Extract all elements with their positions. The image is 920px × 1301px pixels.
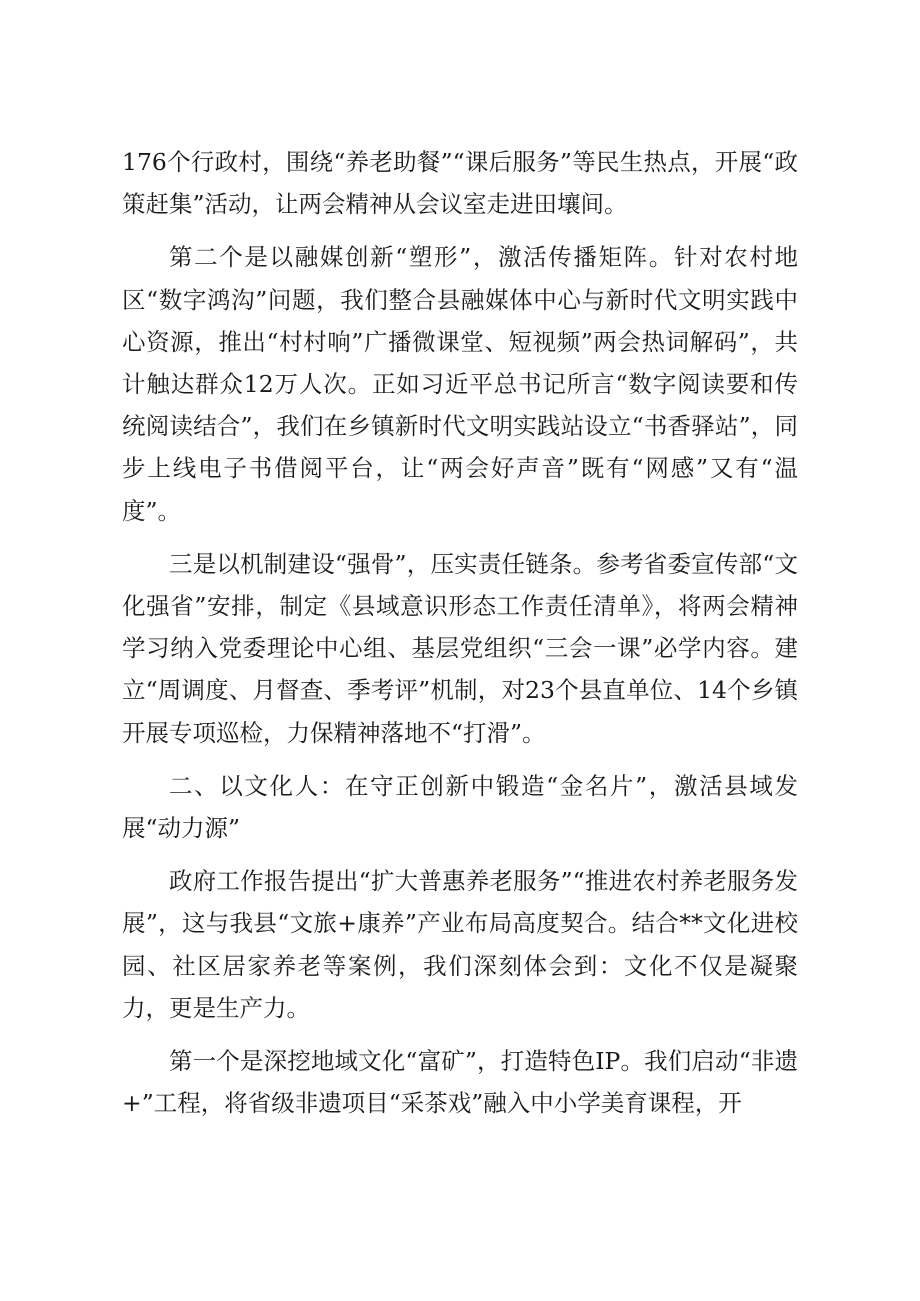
paragraph-2: 第二个是以融媒创新“塑形”，激活传播矩阵。针对农村地区“数字鸿沟”问题，我们整合县融媒体中心与新时代文明实践中心资源，推出“村村响”广播微课堂、短视频”两会热词解码”，共计触达群众12万人次。正如习近平总书记所言“数字阅读要和传统阅读结合”，我们在乡镇新时代文明实践站设立“书香驿站”，同步上线电子书借阅平台，让“两会好声音”既有“网感”又有“温度”。 — [122, 243, 798, 525]
paragraph-3: 三是以机制建设“强骨”，压实责任链条。参考省委宣传部“文化强省”安排，制定《县域意识形态工作责任清单》，将两会精神学习纳入党委理论中心组、基层党组织“三会一课”必学内容。建立“周调度、月督查、季考评”机制，对23个县直单位、14个乡镇开展专项巡检，力保精神落地不“打滑”。 — [122, 549, 798, 747]
paragraph-5: 第一个是深挖地域文化“富矿”，打造特色IP。我们启动“非遗+”工程，将省级非遗项目“采茶戏”融入中小学美育课程，开 — [122, 1047, 798, 1118]
document-body — [122, 141, 798, 1135]
paragraph-4: 政府工作报告提出“扩大普惠养老服务”“推进农村养老服务发展”，这与我县“文旅+康养”产业布局高度契合。结合**文化进校园、社区居家养老等案例，我们深刻体会到：文化不仅是凝聚力，更是生产力。 — [122, 867, 798, 1022]
paragraph-1: 176个行政村，围绕“养老助餐”“课后服务”等民生热点，开展“政策赶集”活动，让两会精神从会议室走进田壤间。 — [122, 148, 798, 219]
section-heading: 二、以文化人：在守正创新中锻造“金名片”，激活县域发展“动力源” — [122, 771, 798, 843]
